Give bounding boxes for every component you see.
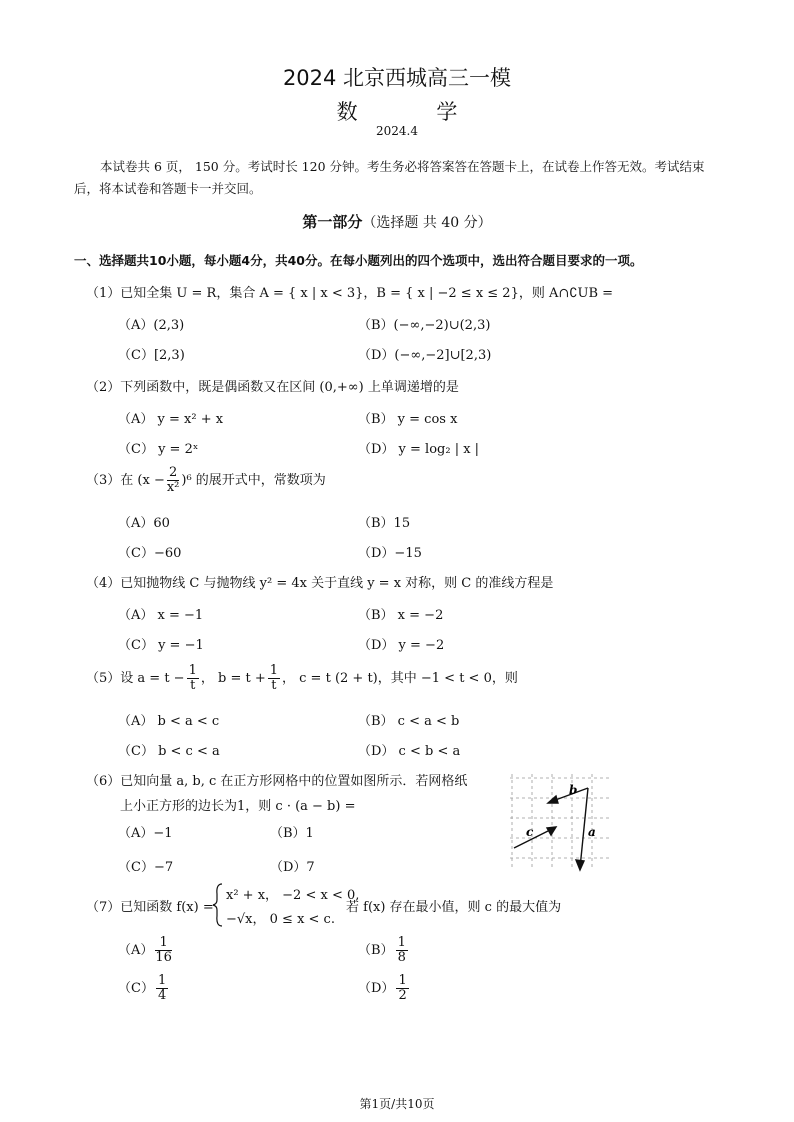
- q6-option-a: （A）−1: [118, 826, 173, 841]
- fraction: [396, 974, 408, 1003]
- question-number: （4）: [86, 576, 121, 591]
- arrowhead-a: [576, 860, 584, 870]
- exam-date: 2024.4: [376, 124, 418, 138]
- frac-denominator: 2: [398, 988, 407, 1003]
- question-2: [86, 376, 459, 395]
- q1-option-a: （A）(2,3): [118, 318, 185, 333]
- page-footer: 第1页/共10页: [359, 1097, 435, 1111]
- frac-denominator: 16: [155, 950, 172, 965]
- arrowhead-c: [547, 827, 556, 835]
- frac-denominator: 4: [157, 988, 167, 1003]
- q2-option-a: （A） y = x² + x: [118, 412, 224, 427]
- question-4: [86, 572, 553, 591]
- question-stem: 已知抛物线 C 与抛物线 y² = 4x 关于直线 y = x 对称，则 C 的准线方程是: [120, 576, 554, 591]
- frac-denominator: t: [190, 678, 196, 693]
- option-label: （C）: [118, 981, 154, 996]
- fraction: [156, 974, 168, 1003]
- option-label: （D）: [358, 981, 395, 996]
- fraction: [187, 664, 199, 693]
- stem-part: 已知函数 f(x) =: [120, 900, 214, 915]
- q3-option-d: （D）−15: [358, 546, 422, 561]
- section-heading: 一、选择题共10小题，每小题4分，共40分。在每小题列出的四个选项中，选出符合题目要求的一项。: [74, 253, 643, 268]
- q2-option-d: （D） y = log₂ | x |: [358, 442, 480, 457]
- question-number: （7）: [86, 900, 121, 915]
- stem-part: ， b = t +: [200, 671, 266, 686]
- q3-option-c: （C）−60: [118, 546, 182, 561]
- stem-part: 在 (x −: [120, 473, 165, 488]
- q7-option-b: [358, 936, 410, 965]
- q6-option-d: （D）7: [270, 860, 315, 875]
- label-c: c: [526, 825, 534, 839]
- q6-option-c: （C）−7: [118, 860, 174, 875]
- question-number: （6）: [86, 774, 121, 789]
- question-6-line2: 上小正方形的边长为1，则 c · (a − b) =: [120, 799, 356, 814]
- q1-option-d: （D）(−∞,−2]∪[2,3): [358, 348, 492, 363]
- question-number: （2）: [86, 380, 121, 395]
- grid-lines: [510, 774, 610, 870]
- frac-denominator: t: [271, 678, 277, 693]
- question-7: [86, 896, 214, 915]
- question-stem: 若 f(x) 存在最小值，则 c 的最大值为: [346, 900, 562, 915]
- frac-numerator: 1: [188, 663, 197, 678]
- stem-part: )⁶ 的展开式中，常数项为: [181, 473, 326, 488]
- q2-option-b: （B） y = cos x: [358, 412, 458, 427]
- question-stem: 已知向量 a, b, c 在正方形网格中的位置如图所示．若网格纸: [120, 774, 468, 789]
- option-label: （B）: [358, 943, 394, 958]
- q5-option-b: （B） c < a < b: [358, 714, 460, 729]
- fraction: [396, 936, 408, 965]
- q3-option-a: （A）60: [118, 516, 170, 531]
- vector-grid-figure: [500, 770, 620, 876]
- q4-option-d: （D） y = −2: [358, 638, 445, 653]
- q4-option-a: （A） x = −1: [118, 608, 204, 623]
- q1-option-b: （B）(−∞,−2)∪(2,3): [358, 318, 491, 333]
- q7-option-c: [118, 974, 170, 1003]
- part-title: 第一部分: [302, 213, 363, 231]
- q6-option-b: （B）1: [270, 826, 314, 841]
- piecewise-case-1: x² + x， −2 < x < 0,: [226, 888, 360, 903]
- q4-option-c: （C） y = −1: [118, 638, 204, 653]
- q3-option-b: （B）15: [358, 516, 411, 531]
- label-b: b: [569, 783, 578, 797]
- q5-option-c: （C） b < c < a: [118, 744, 220, 759]
- question-6: [86, 770, 467, 789]
- subject-title: 数 学: [336, 100, 494, 124]
- q5-option-d: （D） c < b < a: [358, 744, 461, 759]
- frac-numerator: 1: [398, 973, 407, 988]
- frac-numerator: 1: [157, 973, 167, 988]
- frac-numerator: 1: [397, 935, 406, 950]
- frac-numerator: 2: [167, 466, 180, 481]
- question-number: （1）: [86, 286, 121, 301]
- question-number: （3）: [86, 473, 121, 488]
- q4-option-b: （B） x = −2: [358, 608, 444, 623]
- question-stem: 已知全集 U = R，集合 A = { x | x < 3}，B = { x | −2 ≤ x ≤ 2}，则 A∩∁UB =: [120, 286, 614, 301]
- question-5: [86, 664, 518, 693]
- frac-numerator: 1: [155, 936, 172, 951]
- fraction: [155, 936, 172, 965]
- part-note: （选择题 共 40 分）: [362, 215, 492, 231]
- q7-option-a: [118, 936, 174, 965]
- q7-option-d: [358, 974, 411, 1003]
- piecewise-case-2: −√x， 0 ≤ x < c.: [226, 912, 335, 927]
- fraction: [268, 664, 280, 693]
- question-number: （5）: [86, 671, 121, 686]
- exam-title: 2024 北京西城高三一模: [282, 66, 512, 90]
- vector-a: [580, 788, 588, 868]
- stem-part: ， c = t (2 + t)，其中 −1 < t < 0，则: [282, 671, 518, 686]
- frac-denominator: x²: [166, 480, 180, 495]
- question-3: [86, 466, 326, 495]
- instructions: 本试卷共 6 页， 150 分。考试时长 120 分钟。考生务必将答案答在答题卡上，在试卷上作答无效。考试结束后，将本试卷和答题卡一并交回。: [74, 159, 705, 196]
- question-1: [86, 282, 613, 301]
- option-label: （A）: [118, 943, 154, 958]
- left-brace: [212, 882, 224, 928]
- frac-numerator: 1: [269, 663, 279, 678]
- frac-denominator: 8: [397, 950, 406, 965]
- fraction: [167, 466, 180, 495]
- q2-option-c: （C） y = 2ˣ: [118, 442, 199, 457]
- arrowhead-b: [548, 796, 558, 803]
- q1-option-c: （C）[2,3): [118, 348, 185, 363]
- question-stem: 下列函数中，既是偶函数又在区间 (0,+∞) 上单调递增的是: [120, 380, 459, 395]
- stem-part: 设 a = t −: [120, 671, 185, 686]
- q5-option-a: （A） b < a < c: [118, 714, 220, 729]
- part-heading: [0, 211, 794, 232]
- label-a: a: [588, 825, 596, 839]
